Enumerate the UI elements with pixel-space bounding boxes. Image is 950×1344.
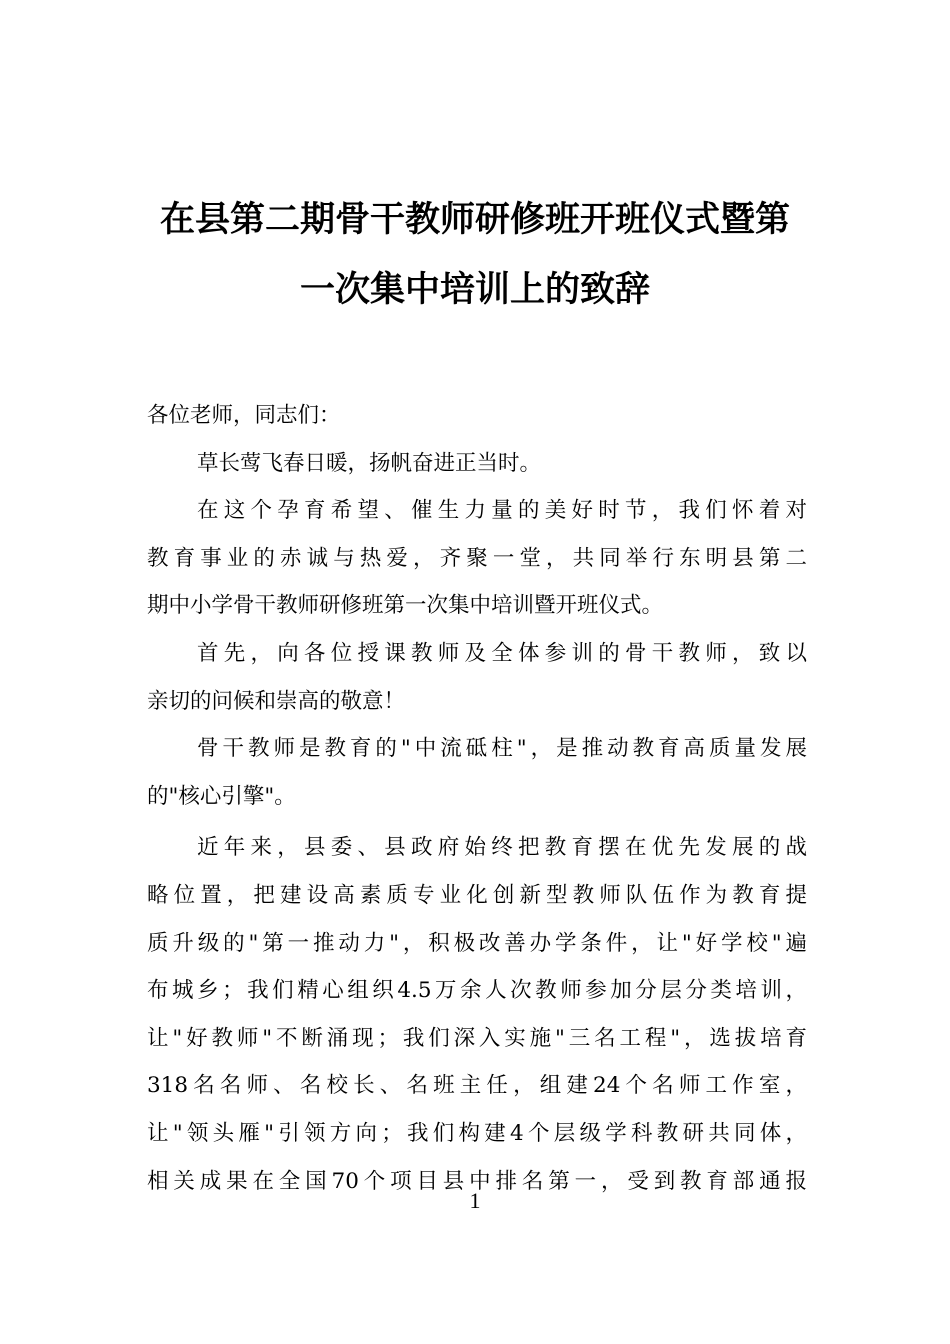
- salutation: 各位老师，同志们：: [147, 403, 341, 428]
- paragraph-line: 近年来，县委、县政府始终把教育摆在优先发展的战: [197, 835, 807, 861]
- paragraph-2: [147, 487, 807, 630]
- paragraph-line: 318名名师、名校长、名班主任，组建24个名师工作室，: [147, 1073, 807, 1099]
- paragraph-line: 在这个孕育希望、催生力量的美好时节，我们怀着对: [197, 498, 807, 524]
- title-line-1: 在县第二期骨干教师研修班开班仪式暨第: [159, 199, 790, 240]
- paragraph-line: 让"领头雁"引领方向；我们构建4个层级学科教研共同体，: [147, 1120, 807, 1146]
- page-number: 1: [469, 1188, 481, 1213]
- paragraph-5: [147, 824, 807, 1205]
- paragraph-3: [147, 630, 807, 725]
- paragraph-line: 让"好教师"不断涌现；我们深入实施"三名工程"，选拔培育: [147, 1025, 807, 1051]
- paragraph-line: 教育事业的赤诚与热爱，齐聚一堂，共同举行东明县第二: [147, 545, 807, 571]
- paragraph-line: 亲切的问候和崇高的敬意！: [147, 688, 406, 714]
- paragraph-1: [147, 440, 807, 488]
- paragraph-line: 草长莺飞春日暖，扬帆奋进正当时。: [197, 450, 542, 476]
- paragraph-line: 相关成果在全国70个项目县中排名第一，受到教育部通报: [147, 1168, 807, 1194]
- document-body: [147, 392, 807, 1205]
- document-title: [150, 185, 800, 325]
- title-line-2: 一次集中培训上的致辞: [299, 269, 650, 310]
- paragraph-line: 质升级的"第一推动力"，积极改善办学条件，让"好学校"遍: [147, 930, 807, 956]
- paragraph-line: 布城乡；我们精心组织4.5万余人次教师参加分层分类培训，: [147, 978, 807, 1004]
- paragraph-line: 首先，向各位授课教师及全体参训的骨干教师，致以: [197, 640, 807, 666]
- paragraph-line: 的"核心引擎"。: [147, 783, 296, 809]
- paragraph-line: 期中小学骨干教师研修班第一次集中培训暨开班仪式。: [147, 593, 664, 619]
- paragraph-4: [147, 725, 807, 820]
- paragraph-line: 略位置，把建设高素质专业化创新型教师队伍作为教育提: [147, 882, 807, 908]
- paragraph-line: 骨干教师是教育的"中流砥柱"，是推动教育高质量发展: [197, 736, 807, 762]
